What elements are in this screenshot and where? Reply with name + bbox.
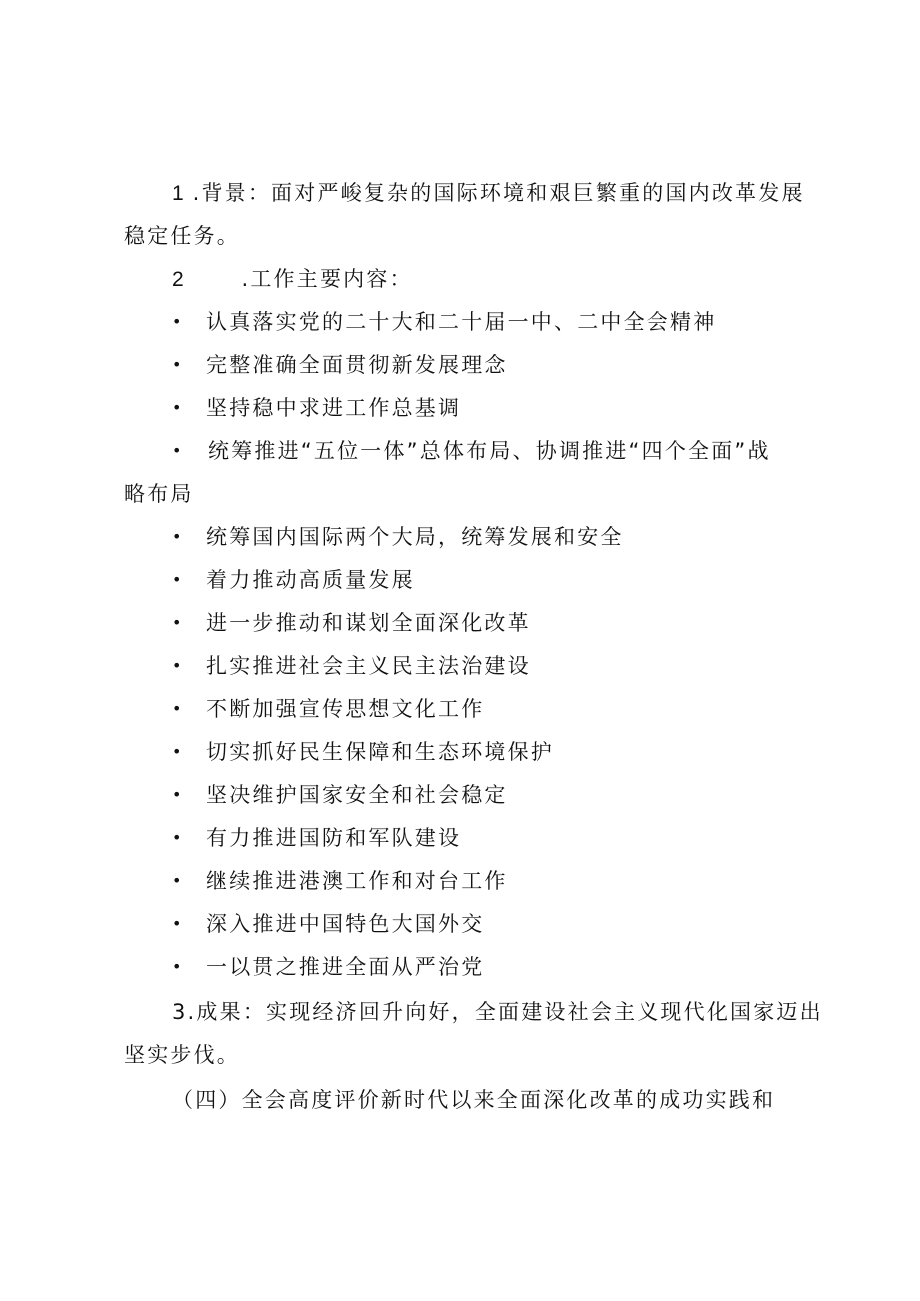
list-item: 切实抓好民生保障和生态环境保护 (206, 740, 554, 764)
section-results-line1: 3.成果：实现经济回升向好，全面建设社会主义现代化国家迈出 (172, 1000, 823, 1024)
bullet-mark: • (172, 699, 182, 718)
list-item: 坚决维护国家安全和社会稳定 (206, 783, 508, 807)
section-background-line2: 稳定任务。 (124, 224, 240, 248)
section-background-line1 (172, 180, 805, 207)
list-item: 进一步推动和谋划全面深化改革 (206, 611, 531, 635)
bullet-mark: • (172, 871, 182, 890)
section-heading-text: .工作主要内容： (241, 267, 413, 291)
list-item: 扎实推进社会主义民主法治建设 (206, 654, 531, 678)
list-item: 着力推动高质量发展 (206, 568, 415, 592)
list-item: 深入推进中国特色大国外交 (206, 912, 485, 936)
list-item: 认真落实党的二十大和二十届一中、二中全会精神 (206, 310, 717, 334)
list-item: 一以贯之推进全面从严治党 (206, 955, 485, 979)
bullet-mark: • (172, 613, 182, 632)
section-text: .背景：面对严峻复杂的国际环境和艰巨繁重的国内改革发展 (192, 181, 805, 205)
bullet-mark: • (172, 742, 182, 761)
bullet-mark: • (172, 398, 182, 417)
bullet-mark: • (172, 355, 182, 374)
list-item: 不断加强宣传思想文化工作 (206, 697, 485, 721)
section-four-line1: （四）全会高度评价新时代以来全面深化改革的成功实践和 (172, 1088, 776, 1112)
bullet-mark: • (172, 312, 182, 331)
bullet-mark: • (172, 527, 182, 546)
bullet-mark: • (172, 957, 182, 976)
list-item-continuation: 略布局 (124, 482, 194, 506)
bullet-mark: • (172, 441, 182, 460)
bullet-mark: • (172, 828, 182, 847)
list-item: 统筹国内国际两个大局，统筹发展和安全 (206, 525, 624, 549)
section-main-content-heading (172, 266, 413, 293)
list-item: 完整准确全面贯彻新发展理念 (206, 353, 508, 377)
section-number: 2 (172, 268, 184, 291)
bullet-mark: • (172, 656, 182, 675)
bullet-mark: • (172, 785, 182, 804)
bullet-mark: • (172, 914, 182, 933)
section-results-line2: 坚实步伐。 (124, 1043, 240, 1067)
section-number: 1 (172, 182, 184, 205)
list-item: 统筹推进“五位一体”总体布局、协调推进“四个全面”战 (208, 439, 771, 463)
list-item: 继续推进港澳工作和对台工作 (206, 869, 508, 893)
list-item: 坚持稳中求进工作总基调 (206, 396, 462, 420)
list-item: 有力推进国防和军队建设 (206, 826, 462, 850)
bullet-mark: • (172, 570, 182, 589)
